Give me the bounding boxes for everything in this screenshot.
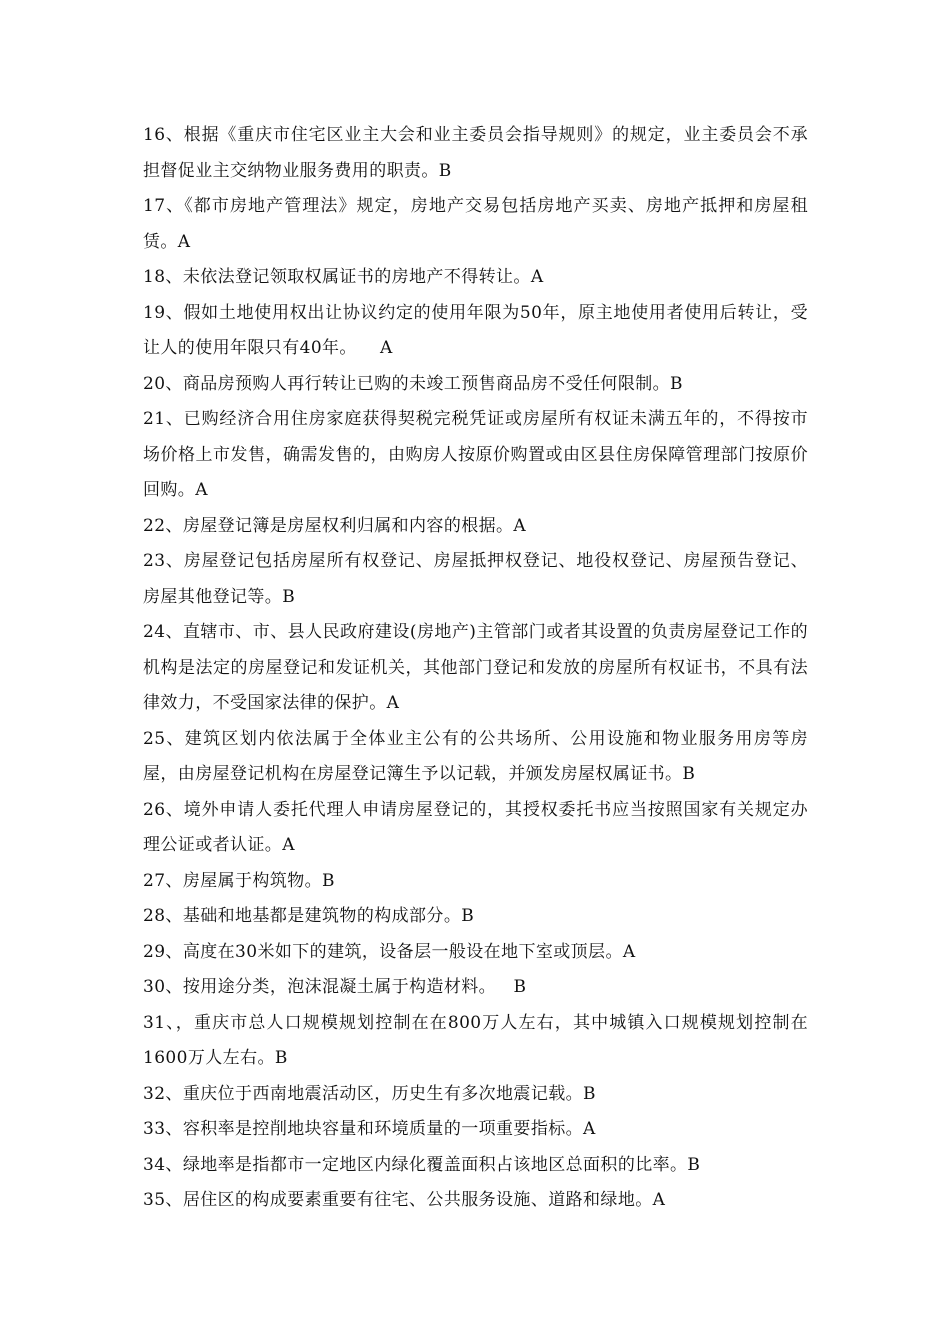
question-23: 23、房屋登记包括房屋所有权登记、房屋抵押权登记、地役权登记、房屋预告登记、房屋其他登记等。B [143, 551, 808, 607]
question-list [143, 118, 808, 1219]
question-35: 35、居住区的构成要素重要有往宅、公共服务设施、道路和绿地。A [143, 1190, 666, 1210]
question-17: 17、《都市房地产管理法》规定，房地产交易包括房地产买卖、房地产抵押和房屋租赁。A [143, 196, 808, 252]
question-24: 24、直辖市、市、县人民政府建设(房地产)主管部门或者其设置的负责房屋登记工作的机构是法定的房屋登记和发证机关，其他部门登记和发放的房屋所有权证书，不具有法律效力，不受国家法律的保护。A [143, 622, 808, 713]
question-32: 32、重庆位于西南地震活动区，历史生有多次地震记载。B [143, 1083, 596, 1104]
question-30: 30、按用途分类，泡沫混凝土属于构造材料。 B [143, 977, 527, 997]
question-26: 26、境外申请人委托代理人申请房屋登记的，其授权委托书应当按照国家有关规定办理公证或者认证。A [143, 799, 808, 855]
question-34: 34、绿地率是指都市一定地区内绿化覆盖面积占该地区总面积的比率。B [143, 1154, 701, 1175]
question-21: 21、已购经济合用住房家庭获得契税完税凭证或房屋所有权证未满五年的，不得按市场价格上市发售，确需发售的，由购房人按原价购置或由区县住房保障管理部门按原价回购。A [143, 409, 808, 500]
question-29: 29、高度在30米如下的建筑，设备层一般设在地下室或顶层。A [143, 941, 636, 962]
question-25: 25、建筑区划内依法属于全体业主公有的公共场所、公用设施和物业服务用房等房屋，由房屋登记机构在房屋登记簿生予以记载，并颁发房屋权属证书。B [143, 728, 808, 784]
question-27: 27、房屋属于构筑物。B [143, 870, 335, 891]
question-19: 19、假如土地使用权出让协议约定的使用年限为50年，原主地使用者使用后转让，受让人的使用年限只有40年。 A [143, 302, 808, 358]
question-20: 20、商品房预购人再行转让已购的未竣工预售商品房不受任何限制。B [143, 373, 683, 394]
question-33: 33、容积率是控削地块容量和环境质量的一项重要指标。A [143, 1119, 596, 1139]
question-18: 18、未依法登记领取权属证书的房地产不得转让。A [143, 267, 544, 287]
question-31: 31、，重庆市总人口规模规划控制在在800万人左右，其中城镇入口规模规划控制在1600万人左右。B [143, 1012, 808, 1068]
question-22: 22、房屋登记簿是房屋权利归属和内容的根据。A [143, 515, 527, 536]
question-16: 16、根据《重庆市住宅区业主大会和业主委员会指导规则》的规定，业主委员会不承担督促业主交纳物业服务费用的职责。B [143, 125, 808, 181]
question-28: 28、基础和地基都是建筑物的构成部分。B [143, 906, 475, 926]
